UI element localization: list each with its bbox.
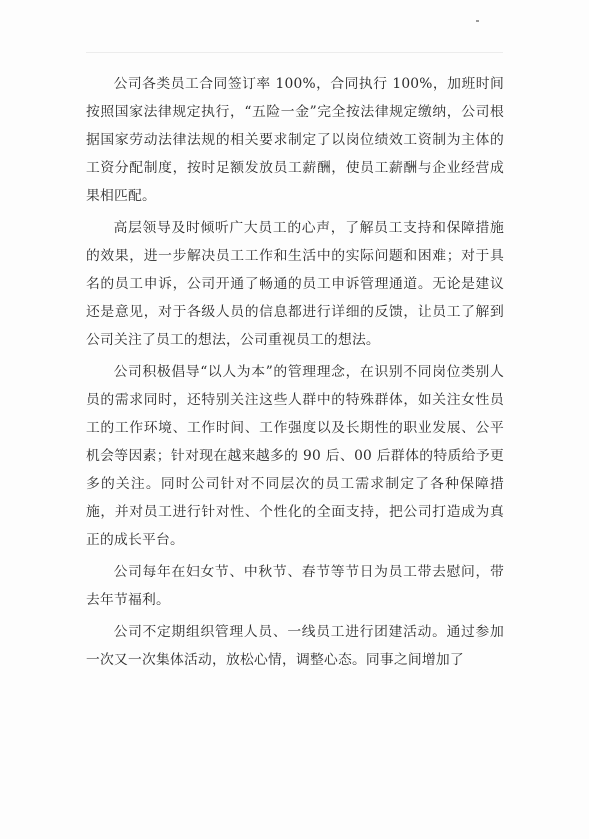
paragraph-holiday-welfare: 公司每年在妇女节、中秋节、春节等节日为员工带去慰问，带去年节福利。	[86, 564, 504, 608]
running-header	[86, 38, 503, 53]
paragraph-employee-feedback: 高层领导及时倾听广大员工的心声，了解员工支持和保障措施的效果，进一步解决员工工作和生活中的实际问题和困难；对于具名的员工申诉，公司开通了畅通的员工申诉管理通道。无论是建议还是意见，对于各级人员的信息都进行详细的反馈，让员工了解到公司关注了员工的想法，公司重视员工的想法。	[86, 220, 504, 348]
scan-speck	[476, 20, 479, 22]
body-text	[86, 70, 504, 678]
paragraph-team-building: 公司不定期组织管理人员、一线员工进行团建活动。通过参加一次又一次集体活动，放松心情，调整心态。同事之间增加了	[86, 624, 504, 668]
paragraph-people-oriented: 公司积极倡导“以人为本”的管理理念，在识别不同岗位类别人员的需求同时，还特别关注这些人群中的特殊群体，如关注女性员工的工作环境、工作时间、工作强度以及长期性的职业发展、公平机会等因素；针对现在越来越多的 90 后、00 后群体的特质给予更多的关注。同时公司针对不同层次的员工需求制定了各种保障措施，并对员工进行针对性、个性化的全面支持，把公司打造成为真正的成长平台。	[86, 364, 504, 548]
paragraph-contracts-and-pay: 公司各类员工合同签订率 100%，合同执行 100%，加班时间按照国家法律规定执行，“五险一金”完全按法律规定缴纳，公司根据国家劳动法律法规的相关要求制定了以岗位绩效工资制为主体的工资分配制度，按时足额发放员工薪酬，使员工薪酬与企业经营成果相匹配。	[86, 76, 504, 204]
